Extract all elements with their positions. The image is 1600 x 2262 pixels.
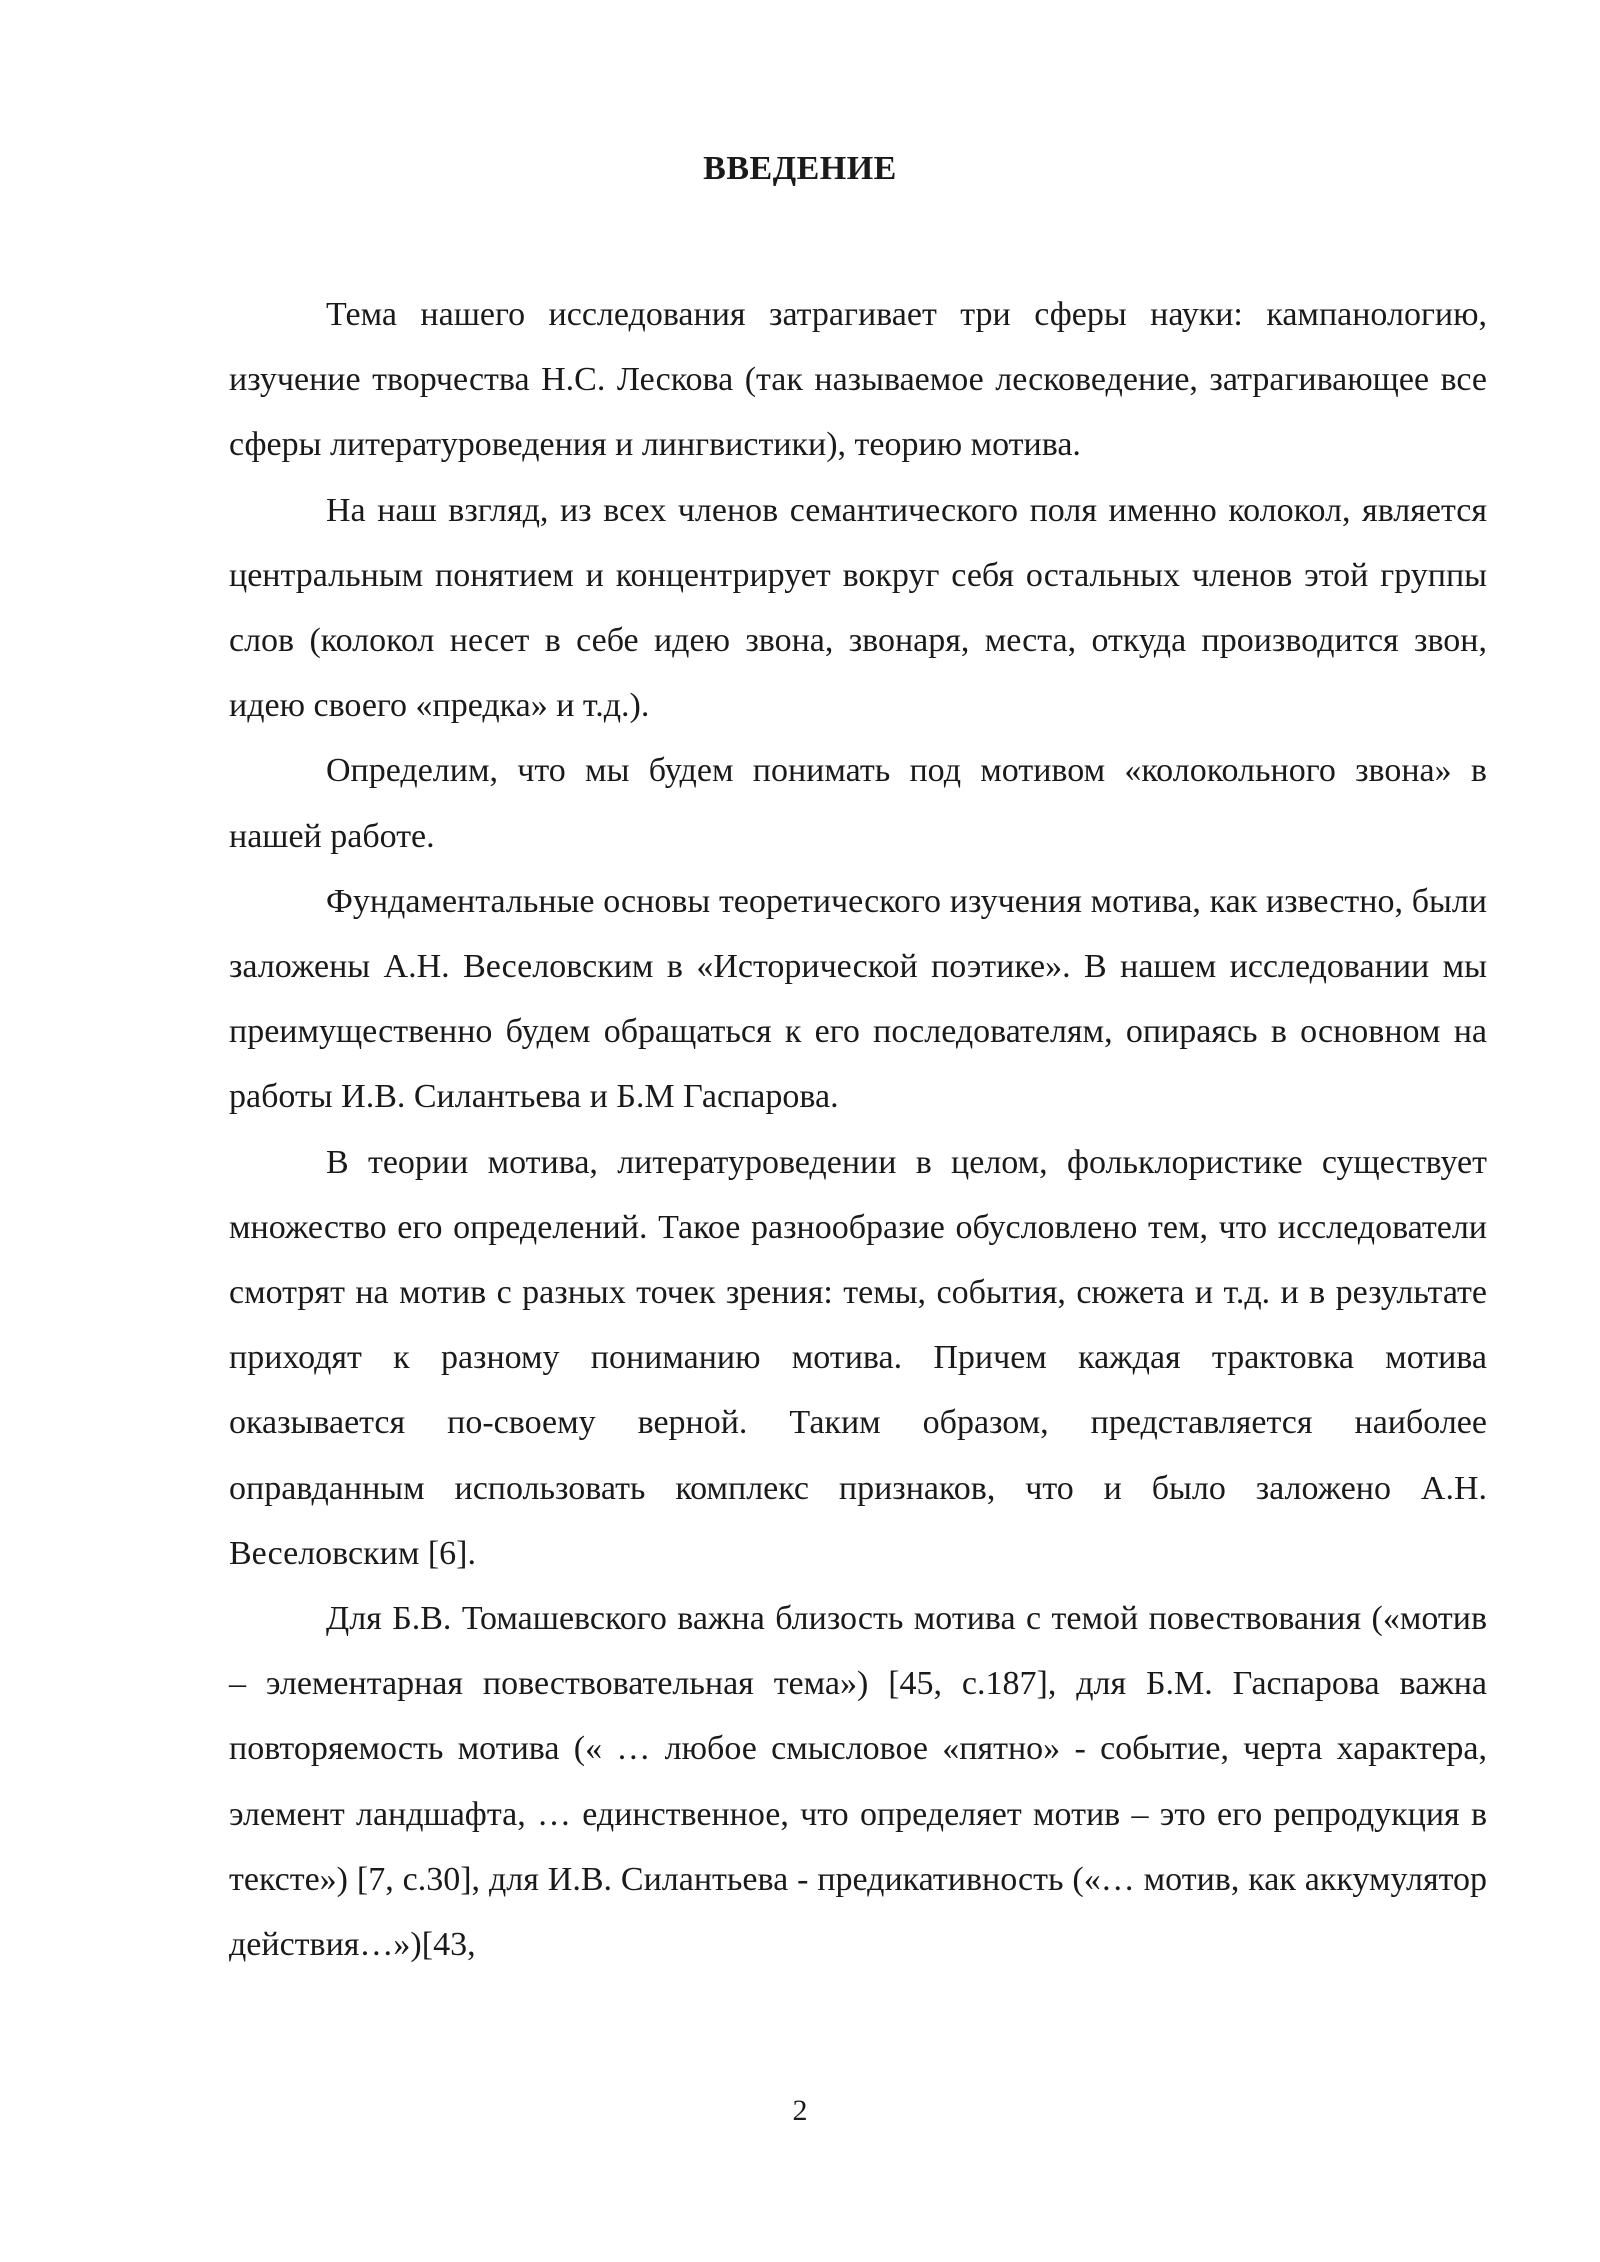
paragraph: На наш взгляд, из всех членов семантического поля именно колокол, является центральным понятием и концентрирует вокруг себя остальных членов этой группы слов (колокол несет в себе идею звона, звонаря, места, откуда производится звон, идею своего «предка» и т.д.).: [229, 491, 1487, 725]
paragraph: В теории мотива, литературоведении в целом, фольклористике существует множество его определений. Такое разнообразие обусловлено тем, что исследователи смотрят на мотив с разных точек зрения: темы, события, сюжета и т.д. и в результате приходят к разному пониманию мотива. Причем каждая трактовка мотива оказывается по-своему верной. Таким образом, представляется наиболее оправданным использовать комплекс признаков, что и было заложено А.Н. Веселовским [6].: [229, 1143, 1487, 1572]
paragraph: Определим, что мы будем понимать под мотивом «колокольного звона» в нашей работе.: [229, 752, 1487, 855]
paragraph: Фундаментальные основы теоретического изучения мотива, как известно, были заложены А.Н. Веселовским в «Исторической поэтике». В нашем исследовании мы преимущественно будем обращаться к его последователям, опираясь в основном на работы И.В. Силантьева и Б.М Гаспарова.: [229, 882, 1487, 1116]
paragraph: Тема нашего исследования затрагивает три сферы науки: кампанологию, изучение творчества Н.С. Лескова (так называемое лесковедение, затрагивающее все сферы литературоведения и лингвистики), теорию мотива.: [229, 296, 1487, 464]
body-text: [229, 282, 1487, 1977]
page-number: 2: [792, 2094, 808, 2127]
page-title: ВВЕДЕНИЕ: [703, 150, 897, 187]
paragraph: Для Б.В. Томашевского важна близость мотива с темой повествования («мотив – элементарная повествовательная тема») [45, с.187], для Б.М. Гаспарова важна повторяемость мотива (« … любое смысловое «пятно» - событие, черта характера, элемент ландшафта, … единственное, что определяет мотив – это его репродукция в тексте») [7, с.30], для И.В. Силантьева - предикативность («… мотив, как аккумулятор действия…»)[43,: [229, 1600, 1487, 1964]
